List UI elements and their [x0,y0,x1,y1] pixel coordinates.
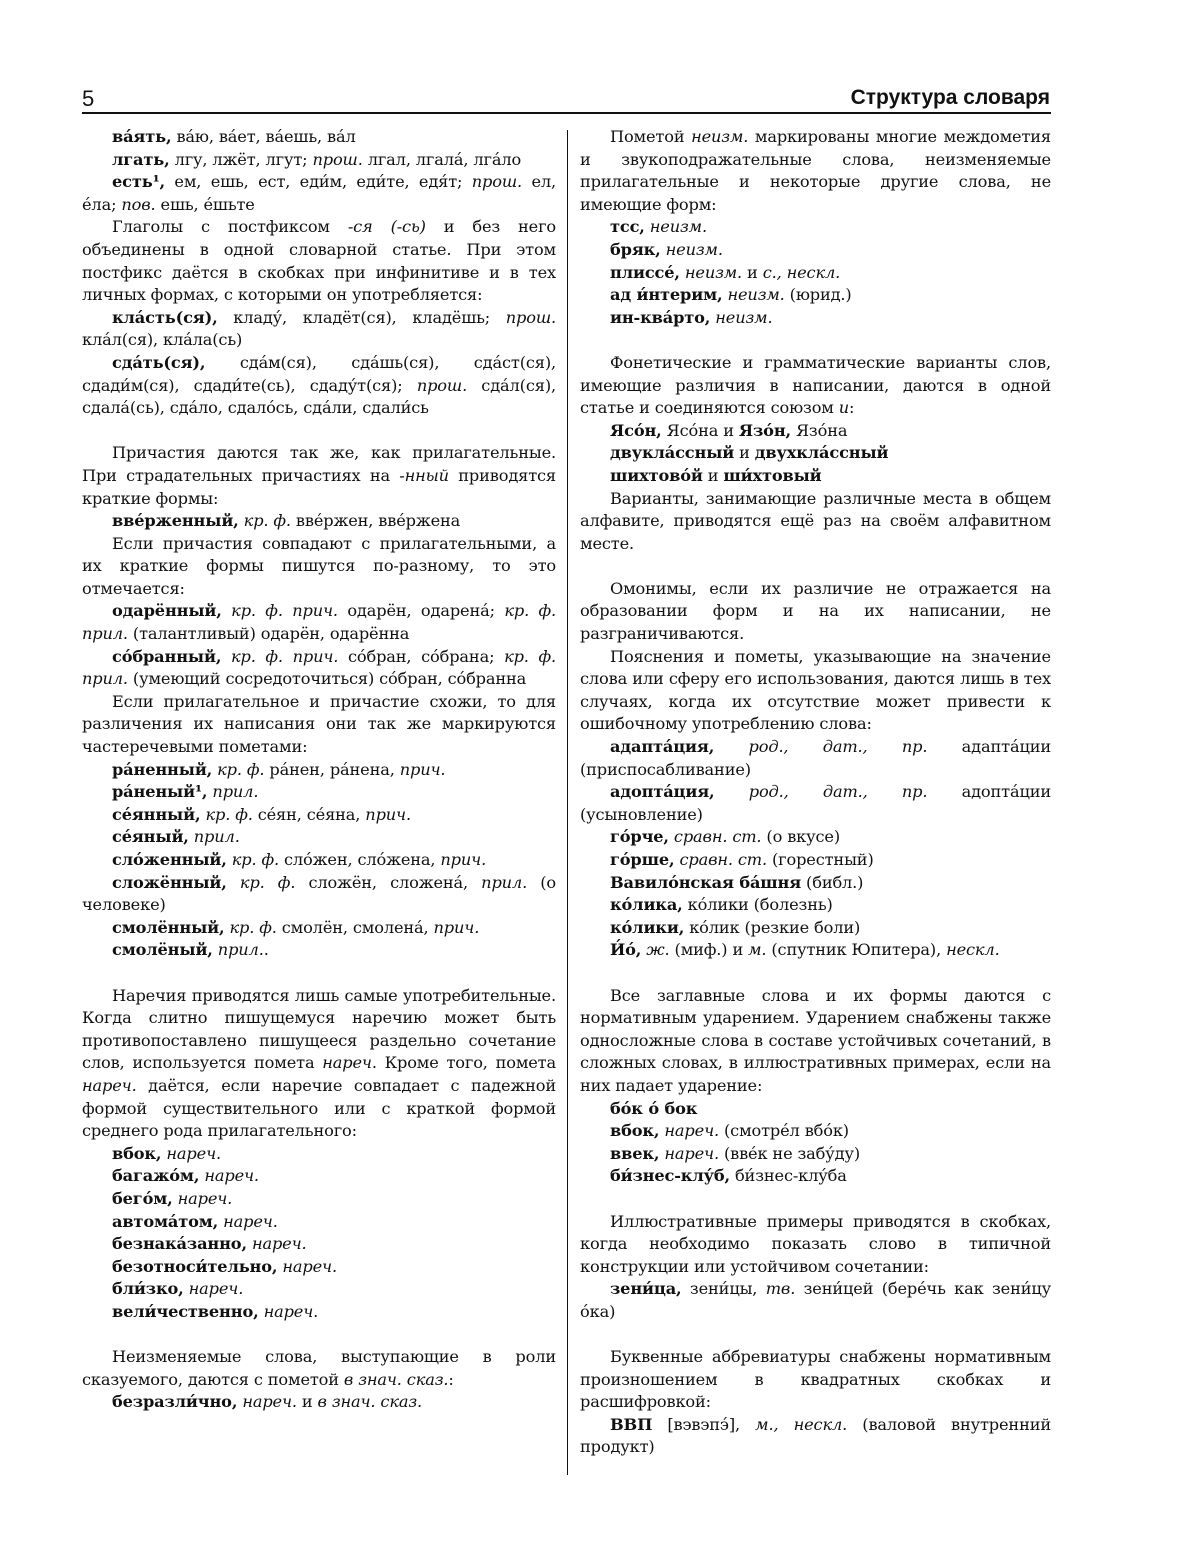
body-paragraph [580,985,1051,1098]
label-mark: кр. ф. [200,804,253,824]
headword: бли́зко, [112,1279,184,1299]
text-run: . [263,940,269,960]
text-run: : [849,398,855,418]
text-run: Наречия приводятся лишь самые употребительные. Когда слитно пишущемуся наречию может быть противопоставлено пишущееся раздельно сочетание слов, используется помета [82,985,556,1073]
headword: ра́неный¹, [112,782,208,802]
label-mark: нареч [322,1053,372,1073]
text-run: лгу, лжёт, лгут; [169,149,313,169]
headword: ко́лики, [610,917,685,937]
text-run: кла́л(ся), кла́ла(сь) [82,330,243,350]
label-mark: кр. ф. прич. [221,601,338,621]
headword: се́яный, [112,827,189,847]
headword: двухкла́ссный [754,443,889,463]
text-run: Все заглавные слова и их формы даются с нормативным ударением. Ударением снабжены также односложные слова в составе устойчивых сочетаний, в сложных словах, в иллюстративных примерах, если на них падает ударение: [580,985,1051,1095]
dictionary-entry [82,1165,556,1188]
text-run: вве́ржен, вве́ржена [290,511,461,531]
dictionary-entry [82,939,556,962]
body-paragraph [82,533,556,601]
label-mark: м., нескл. [755,1414,848,1434]
body-paragraph [580,126,1051,216]
body-paragraph [82,691,556,759]
column-divider [567,130,568,1475]
headword: кла́сть(ся), [112,307,218,327]
text-run: ва́ю, ва́ет, ва́ешь, ва́л [171,127,356,146]
label-mark: нескл. [946,940,1000,960]
dictionary-entry [82,1278,556,1301]
label-mark: нареч. [183,1279,244,1299]
dictionary-entry [580,917,1051,940]
text-run: би́знес-клу́ба [729,1166,847,1186]
label-mark: нареч. [199,1166,259,1186]
headword: ва́ять, [112,127,172,146]
headword: ввек, [610,1143,660,1163]
text-run: маркированы многие междометия и звукоподражательные слова, неизменяемые прилагательные и некоторые другие слова, не имеющие форм: [580,127,1051,214]
dictionary-entry [82,917,556,940]
label-mark: нареч. [237,1392,297,1412]
label-mark: в знач. сказ. [317,1392,423,1412]
dictionary-entry [580,1098,1051,1121]
label-mark: -нный [399,465,449,485]
dictionary-entry [82,872,556,917]
text-run: даётся, если наречие совпадает с падежной формой существительного или с краткой формой среднего рода прилагательного: [82,1075,556,1141]
text-run: адопта́ции (усыновление) [580,782,1051,824]
label-mark: прил. [481,872,528,892]
label-mark: прич. [365,804,411,824]
headword: ко́лика, [610,895,683,915]
label-mark: ж. [641,940,670,960]
text-run: зени́цы, [681,1279,766,1299]
dictionary-entry [82,126,556,149]
headword: лгать, [112,149,170,169]
headword: безотноси́тельно, [112,1256,278,1276]
dictionary-entry [580,307,1051,330]
headword: сда́ть(ся), [112,352,206,372]
dictionary-entry [580,736,1051,781]
label-mark: прил. [212,940,264,960]
text-run: со́бран, со́брана; [338,646,505,666]
label-mark: род., дат., пр. [714,737,928,757]
body-paragraph [580,488,1051,556]
text-run: Неизменяемые слова, выступающие в роли сказуемого, даются с пометой [82,1347,556,1389]
headword: вбок, [112,1143,162,1163]
dictionary-entry [580,872,1051,895]
dictionary-entry [82,352,556,420]
dictionary-entry [82,804,556,827]
dictionary-entry [82,1233,556,1256]
dictionary-entry [580,1120,1051,1143]
label-mark: и [838,398,850,418]
dictionary-entry [580,262,1051,285]
text-run: ко́лики (болезнь) [682,895,833,915]
text-run: (спутник Юпитера), [766,940,947,960]
body-paragraph [82,442,556,510]
body-paragraph [580,1346,1051,1414]
text-run: се́ян, се́яна, [252,804,366,824]
header-rule [82,112,1051,114]
text-run: (вве́к не забу́ду) [718,1143,861,1163]
text-run: (библ.) [801,872,864,892]
dictionary-entry [82,849,556,872]
dictionary-entry [82,646,556,691]
headword: И́о́, [610,940,642,960]
text-run: (миф.) и [669,940,749,960]
text-run: кладу́, кладёт(ся), кладёшь; [217,307,506,327]
label-mark: сравн. ст. [668,827,762,847]
headword: адапта́ция, [610,737,715,757]
dictionary-entry [580,781,1051,826]
headword: безразли́чно, [112,1392,238,1412]
dictionary-entry [82,1188,556,1211]
page-number: 5 [82,86,95,111]
headword: се́янный, [112,804,201,824]
label-mark: кр. ф. [226,872,296,892]
text-run: и [734,443,755,463]
label-mark: неизм. [722,285,785,305]
text-run: смолён, смолена́, [276,917,434,937]
label-mark: прош. [416,375,468,395]
text-run: ра́нен, ра́нена, [264,759,400,779]
text-run: Буквенные аббревиатуры снабжены нормативным произношением в квадратных скобках и расшифровкой: [580,1347,1051,1412]
text-run: адапта́ции (приспосабливание) [580,737,1051,779]
dictionary-entry [82,1256,556,1279]
headword: Ясо́н, [610,420,662,440]
dictionary-entry [580,420,1051,443]
dictionary-entry [580,1143,1051,1166]
label-mark: неизм. [644,217,707,237]
dictionary-entry [580,284,1051,307]
body-paragraph [82,216,556,306]
label-mark: пов. [121,194,156,214]
label-mark: прил. [188,827,240,847]
headword: плиссе́, [610,262,680,282]
text-run: сло́жен, сло́жена, [279,850,441,869]
label-mark: нареч. [246,1234,307,1254]
text-run: (горестный) [766,850,874,869]
dictionary-entry [580,216,1051,239]
dictionary-entry [580,465,1051,488]
text-run: сда́л(ся), сдала́(сь), сда́ло, сдало́сь, сда́ли, сдали́сь [82,375,556,418]
headword: ин-ква́рто, [610,307,711,327]
dictionary-entry [580,849,1051,872]
label-mark: нареч. [82,1075,137,1095]
text-run: сложён, сложена́, [295,872,482,892]
text-run: ешь, е́шьте [155,194,255,214]
text-run: Язо́на [791,420,848,440]
label-mark: в знач. сказ. [343,1369,449,1389]
label-mark: кр. ф. [212,759,265,779]
label-mark: тв. [765,1279,796,1299]
dictionary-entry [82,600,556,645]
label-mark: с., нескл. [762,262,841,282]
headword: смолённый, [112,917,225,937]
headword: есть¹, [112,172,165,192]
text-run: ел, е́ла; [82,172,557,214]
text-run: (валовой внутренний продукт) [580,1414,1051,1457]
label-mark: неизм. [691,127,749,146]
headword: ад и́нтерим, [610,285,723,305]
running-title: Структура словаря [850,86,1050,109]
dictionary-entry [580,1165,1051,1188]
headword: Язо́н, [738,420,792,440]
label-mark: прош. [312,149,363,169]
text-run: : [448,1369,454,1389]
headword: смолёный, [112,940,213,960]
headword: Вавило́нская ба́шня [610,872,802,892]
dictionary-entry [82,826,556,849]
headword: ра́ненный, [112,759,213,779]
headword: адопта́ция, [610,782,715,802]
label-mark: нареч. [172,1188,233,1208]
headword: сло́женный, [112,850,227,869]
text-run: (талантливый) одарён, одарённа [127,624,410,644]
text-run: Варианты, занимающие различные места в общем алфавите, приводятся ещё раз на своём алфавитном месте. [580,488,1051,553]
text-run: Пояснения и пометы, указывающие на значение слова или сферу его использования, даются лишь в тех случаях, когда их отсутствие может привести к ошибочному употреблению слова: [580,646,1051,734]
label-mark: нареч. [258,1301,319,1321]
body-paragraph [580,1211,1051,1279]
headword: бо́к о́ бок [610,1098,698,1118]
text-run: и [702,465,724,485]
label-mark: м. [748,940,767,960]
dictionary-entry [580,939,1051,962]
text-run: и [742,262,763,282]
label-mark: прич. [399,759,446,779]
text-run: (умеющий сосредоточиться) со́бран, со́бранна [127,669,527,689]
text-run: (смотре́л вбо́к) [719,1121,849,1141]
headword: багажо́м, [112,1166,200,1186]
text-run: зени́цей (бере́чь как зени́цу о́ка) [580,1279,1052,1321]
text-run: лгал, лгала́, лга́ло [362,149,522,169]
body-paragraph [82,985,556,1143]
headword: го́рче, [610,827,669,847]
headword: автома́том, [112,1211,219,1231]
text-run: . Кроме того, помета [371,1053,556,1073]
dictionary-entry [82,1301,556,1324]
running-header [82,86,1050,112]
right-column [580,126,1051,1459]
label-mark: нареч. [161,1143,221,1163]
text-run: ем, ешь, ест, еди́м, еди́те, едя́т; [165,172,472,192]
text-run: (о человеке) [82,872,557,915]
text-run: (о вкусе) [761,827,841,847]
text-run: и без него объединены в одной словарной статье. При этом постфикс даётся в скобках при инфинитиве и в тех личных формах, с которыми он употребляется: [82,217,557,305]
dictionary-entry [82,510,556,533]
label-mark: нареч. [659,1143,719,1163]
headword: шихтово́й [610,465,703,485]
dictionary-entry [82,759,556,782]
text-run: Глаголы с постфиксом [112,217,348,237]
label-mark: кр. ф. прил. [82,646,556,689]
text-run: [вэвэпэ́], [652,1414,756,1434]
label-mark: кр. ф. [226,850,280,869]
label-mark: прич. [440,850,487,869]
dictionary-entry [580,894,1051,917]
headword: би́знес-клу́б, [610,1166,730,1186]
label-mark: прош. [471,172,523,192]
body-paragraph [580,352,1051,420]
body-paragraph [82,1346,556,1391]
text-run: Фонетические и грамматические варианты слов, имеющие различия в написании, даются в одной статье и соединяются союзом [580,352,1051,418]
headword: ВВП [610,1414,653,1434]
text-run: Если причастия совпадают с прилагательными, а их краткие формы пишутся по-разному, то это отмечается: [82,533,556,598]
text-run: Если прилагательное и причастие схожи, то для различения их написания они так же маркируются частеречевыми пометами: [82,691,556,757]
headword: сложённый, [112,872,227,892]
text-run: одарён, одарена́; [337,601,505,621]
headword: бего́м, [112,1188,173,1208]
label-mark: сравн. ст. [674,850,767,869]
text-run: Причастия даются так же, как прилагательные. При страдательных причастиях на [82,443,556,485]
headword: зени́ца, [610,1279,682,1299]
text-run: Иллюстративные примеры приводятся в скобках, когда необходимо показать слово в типичной конструкции или устойчивом сочетании: [580,1211,1051,1276]
text-run: ко́лик (резкие боли) [684,917,861,937]
label-mark: нареч. [277,1256,337,1276]
text-run: Пометой [610,127,692,146]
headword: ши́хтовый [723,465,822,485]
left-column [82,126,556,1414]
dictionary-entry [82,149,556,172]
dictionary-entry [82,1211,556,1234]
body-paragraph [580,578,1051,646]
body-paragraph [580,646,1051,736]
label-mark: прил. [207,782,259,802]
dictionary-entry [580,442,1051,465]
headword: вели́чественно, [112,1301,259,1321]
label-mark: прич. [433,917,480,937]
label-mark: неизм. [710,307,773,327]
headword: со́бранный, [112,646,222,666]
text-run: (юрид.) [784,285,852,305]
dictionary-entry [82,307,556,352]
dictionary-entry [580,826,1051,849]
label-mark: прош. [505,307,556,327]
dictionary-entry [82,781,556,804]
label-mark: кр. ф. прич. [221,646,339,666]
label-mark: кр. ф. прил. [82,601,556,644]
headword: тсс, [610,217,645,237]
label-mark: -ся (-сь) [347,217,426,237]
dictionary-entry [82,1143,556,1166]
dictionary-entry [82,171,556,216]
headword: двукла́ссный [610,443,735,463]
label-mark: нареч. [659,1121,719,1141]
label-mark: род., дат., пр. [714,782,928,802]
headword: безнака́занно, [112,1234,247,1254]
text-run: Омонимы, если их различие не отражается на образовании форм и на их написании, не разграничиваются. [580,578,1051,644]
dictionary-entry [580,1278,1051,1323]
text-run: Ясо́на и [661,420,739,440]
label-mark: неизм. [660,239,723,259]
label-mark: нареч. [218,1211,278,1231]
label-mark: неизм. [679,262,743,282]
label-mark: кр. ф. [224,917,277,937]
label-mark: кр. ф. [238,511,291,531]
headword: вве́рженный, [112,511,239,531]
text-run: сда́м(ся), сда́шь(ся), сда́ст(ся), сдади́м(ся), сдади́те(сь), сдаду́т(ся); [82,352,556,395]
headword: бряк, [610,239,661,259]
dictionary-entry [580,1414,1051,1459]
dictionary-entry [82,1391,556,1414]
dictionary-entry [580,239,1051,262]
text-run: приводятся краткие формы: [82,465,556,508]
headword: го́рше, [610,850,675,869]
text-run: и [296,1392,318,1412]
headword: вбок, [610,1121,660,1141]
headword: одарённый, [112,601,222,621]
